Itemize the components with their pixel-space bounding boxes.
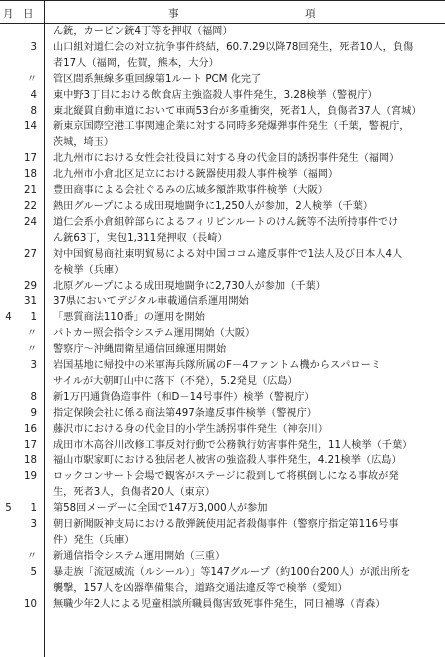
day-cell: 10 <box>24 598 37 610</box>
event-cell: ん銃，カービン銃4丁等を押収（福岡） <box>53 26 233 37</box>
event-cell: ロックコンサート会場で観客がステージに殺到して将棋倒しになる事故が発 生，死者3人，負傷者20人（東京） <box>53 471 399 499</box>
table-body <box>0 24 445 613</box>
month-cell: 4 <box>5 312 12 324</box>
table-row <box>0 342 445 358</box>
event-cell: 道仁会系小倉組幹部らによるフィリピンルートのけん銃等不法所持事件でけ ん銃63丁，実包1,311発押収（長崎） <box>53 216 399 244</box>
day-cell: 3 <box>30 519 37 531</box>
event-cell: 新1万円通貨偽造事件（和D－14号事件）検挙（警視庁） <box>53 391 315 403</box>
day-cell: 16 <box>24 423 37 435</box>
event-cell: 新通信指令システム運用開始（三重） <box>53 550 226 562</box>
day-cell: 14 <box>24 121 37 133</box>
table-row <box>0 501 445 517</box>
table-row <box>0 215 445 247</box>
day-cell: 1 <box>30 503 37 515</box>
table-row <box>0 390 445 406</box>
event-cell: 北九州市小倉北区足立における銃器使用殺人事件検挙（福岡） <box>53 169 339 181</box>
event-header-left: 事 <box>168 8 181 20</box>
table-row <box>0 549 445 565</box>
event-cell: 北原グループによる成田現地闘争に2,730人が参加（千葉） <box>53 280 326 292</box>
table-row <box>0 294 445 310</box>
table-row <box>0 438 445 454</box>
day-cell: 22 <box>24 200 37 212</box>
event-cell: パトカー照会指令システム運用開始（大阪） <box>53 328 256 340</box>
event-cell: 37県においてデジタル車載通信系運用開始 <box>53 296 249 308</box>
event-cell: 警察庁～沖縄間衛星通信回線運用開始 <box>53 344 227 356</box>
day-cell: 19 <box>24 471 37 483</box>
event-cell: 福山市駅家町における独居老人被害の強盗殺人事件発生，4.21検挙（広島） <box>53 455 402 467</box>
day-header: 日 <box>23 8 36 20</box>
day-cell: 17 <box>24 439 37 451</box>
table-row <box>0 279 445 295</box>
table-row <box>0 72 445 88</box>
table-row <box>0 247 445 279</box>
day-cell: 17 <box>24 153 37 165</box>
day-cell: 18 <box>24 455 37 467</box>
event-cell: 成田市木高谷川改修工事反対行動で公務執行妨害事件発生，11人検挙（千葉） <box>53 439 413 451</box>
event-cell: 豊田商事による会社ぐるみの広域多額詐欺事件検挙（大阪） <box>53 185 329 197</box>
day-cell: 3 <box>30 41 37 53</box>
day-cell: 〃 <box>26 344 37 356</box>
table-row <box>0 104 445 120</box>
table-row <box>0 406 445 422</box>
event-cell: 対中国貿易商社東明貿易による対中国ココム違反事件で1法人及び日本人4人 を検挙（兵庫） <box>53 248 403 276</box>
event-cell: 指定保険会社に係る商法第497条違反事件検挙（警視庁） <box>53 407 317 419</box>
day-cell: 〃 <box>26 73 37 85</box>
table-row <box>0 40 445 72</box>
table-row <box>0 453 445 469</box>
table-row <box>0 199 445 215</box>
event-cell: 山口組対道仁会の対立抗争事件終結，60.7.29以降78回発生，死者10人，負傷 者17人（福岡，佐賀，熊本，大分） <box>53 41 414 69</box>
day-cell: 31 <box>24 296 37 308</box>
month-cell: 5 <box>5 503 12 515</box>
event-cell: 「悪質商法110番」の運用を開始 <box>53 312 205 324</box>
table-row <box>0 422 445 438</box>
event-cell: 管区間系無線多重回線第1ルート PCM 化完了 <box>53 73 262 85</box>
table-row <box>0 358 445 390</box>
table-row <box>0 151 445 167</box>
day-cell: 24 <box>24 216 37 228</box>
event-cell: 東北縦貫自動車道において車両53台が多重衝突，死者1人，負傷者37人（宮城） <box>53 105 422 117</box>
event-header-right: 項 <box>305 8 318 20</box>
table-row <box>0 326 445 342</box>
event-cell: 新東京国際空港工事関連企業に対する同時多発爆弾事件発生（千葉，警視庁， 茨城，埼玉） <box>53 121 410 149</box>
day-cell: 1 <box>30 312 37 324</box>
table-row <box>0 24 445 40</box>
table-row <box>0 469 445 501</box>
event-cell: 暴走族「流冦威流（ルシール）」等147グループ（約100台200人）が派出所を 襲撃，157人を凶器準備集合，道路交通法違反等で検挙（愛知） <box>53 566 411 594</box>
day-cell: 4 <box>30 89 37 101</box>
day-cell: 8 <box>30 391 37 403</box>
day-cell: 5 <box>30 566 37 578</box>
event-cell: 東中野3丁目における飲食店主強盗殺人事件発生，3.28検挙（警視庁） <box>53 89 378 101</box>
event-cell: 第58回メーデーに全国で147万3,000人が参加 <box>53 503 268 515</box>
table-row <box>0 517 445 549</box>
month-header: 月 <box>3 8 16 20</box>
table-row <box>0 310 445 326</box>
event-cell: 藤沢市における身の代金目的小学生誘拐事件発生（神奈川） <box>53 423 329 435</box>
table-row <box>0 88 445 104</box>
table-row <box>0 183 445 199</box>
day-cell: 3 <box>30 360 37 372</box>
table-header <box>0 0 445 24</box>
table-row <box>0 167 445 183</box>
table-row <box>0 119 445 151</box>
day-cell: 9 <box>30 407 37 419</box>
event-cell: 無職少年2人による児童相談所職員傷害致死事件発生，同日補導（青森） <box>53 598 386 610</box>
day-cell: 21 <box>24 185 37 197</box>
table-row <box>0 597 445 613</box>
day-cell: 29 <box>24 280 37 292</box>
event-cell: 岩国基地に帰投中の米軍海兵隊所属のF－4ファントム機からスパローミ サイルが大朝町山中に落下（不発），5.2発見（広島） <box>53 360 381 387</box>
day-cell: 〃 <box>26 328 37 340</box>
day-cell: 〃 <box>26 550 37 562</box>
day-cell: 27 <box>24 248 37 260</box>
event-cell: 北九州市における女性会社役員に対する身の代金目的誘拐事件発生（福岡） <box>53 153 400 165</box>
event-cell: 朝日新聞阪神支局における散弾銃使用記者殺傷事件（警察庁指定第116号事 件）発生（兵庫） <box>53 519 399 546</box>
day-cell: 8 <box>30 105 37 117</box>
table-row <box>0 565 445 597</box>
event-cell: 熱田グループによる成田現地闘争に1,250人が参加，2人検挙（千葉） <box>53 200 374 212</box>
day-cell: 18 <box>24 169 37 181</box>
